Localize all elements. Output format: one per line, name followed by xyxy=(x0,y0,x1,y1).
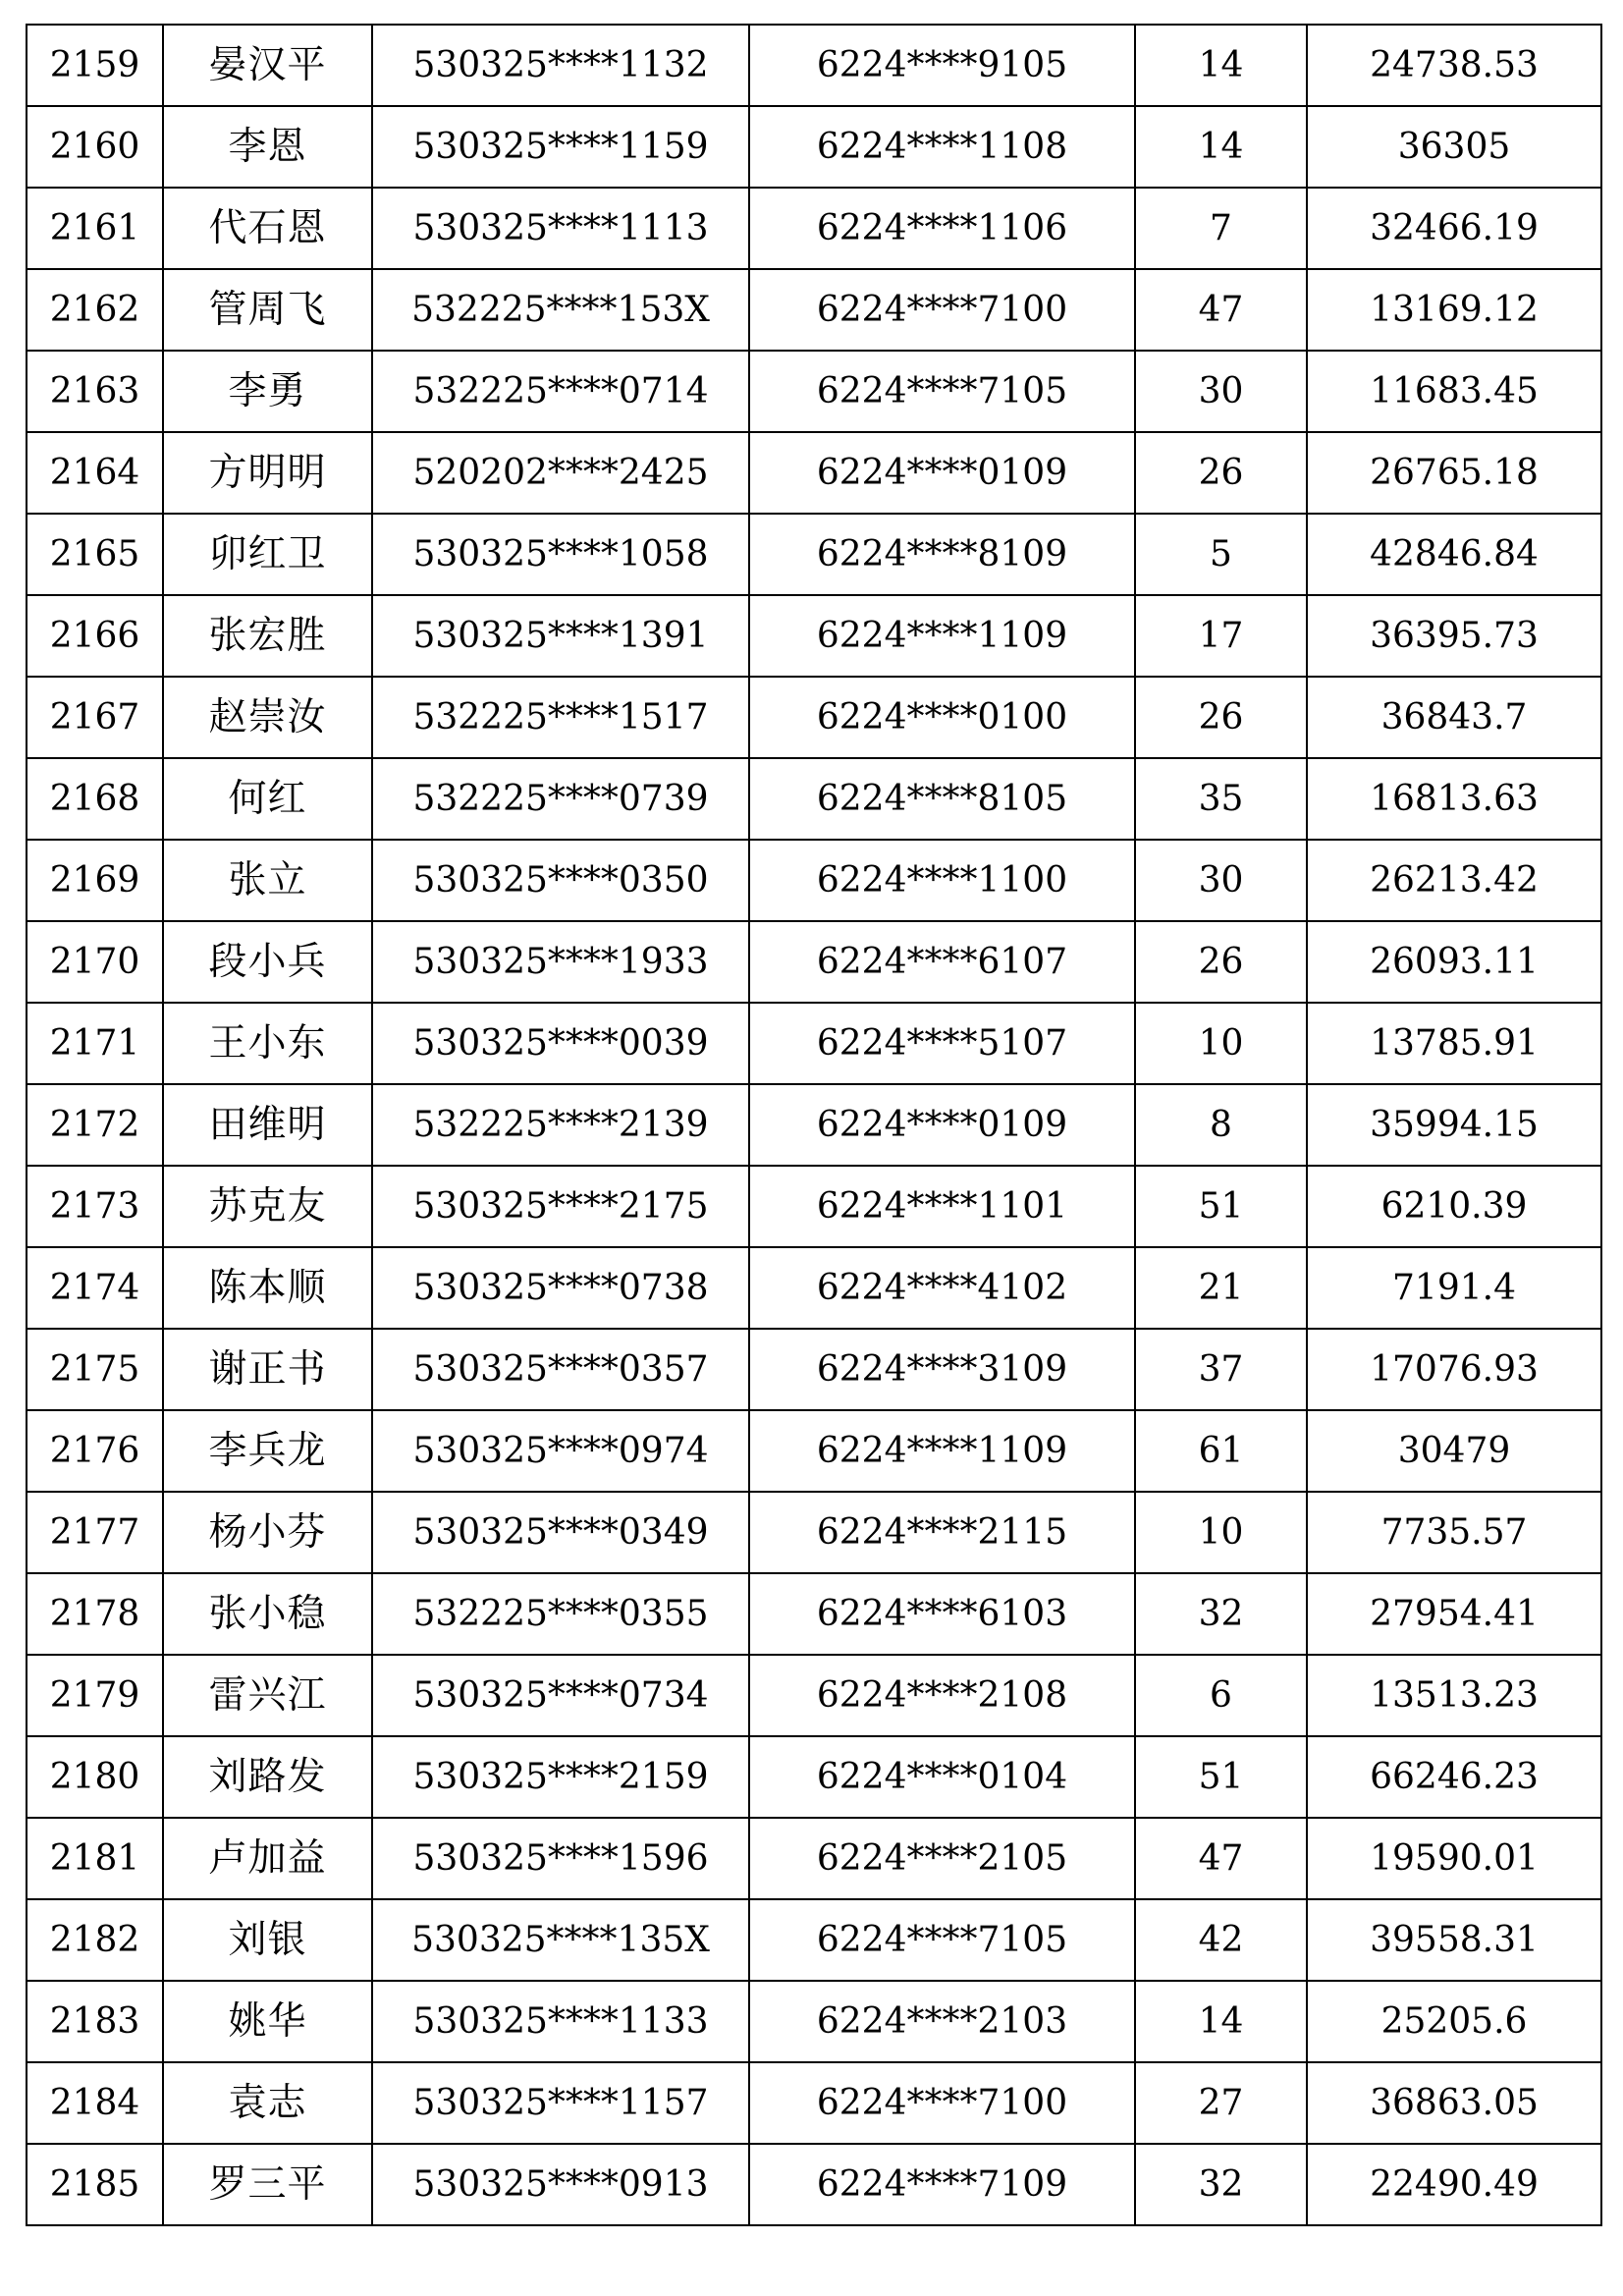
bank-card-cell: 6224****1108 xyxy=(749,106,1135,188)
id-number-cell: 530325****2159 xyxy=(372,1736,749,1818)
id-number-cell: 530325****0734 xyxy=(372,1655,749,1736)
row-number-cell: 2168 xyxy=(27,758,163,840)
id-number-cell: 530325****1933 xyxy=(372,921,749,1003)
name-cell: 晏汉平 xyxy=(163,25,372,106)
table-row xyxy=(27,758,1601,840)
bank-card-cell: 6224****2103 xyxy=(749,1981,1135,2062)
count-cell: 51 xyxy=(1135,1736,1307,1818)
table-row xyxy=(27,1573,1601,1655)
name-cell: 刘银 xyxy=(163,1899,372,1981)
bank-card-cell: 6224****7109 xyxy=(749,2144,1135,2225)
amount-cell: 26093.11 xyxy=(1307,921,1601,1003)
amount-cell: 22490.49 xyxy=(1307,2144,1601,2225)
table-row xyxy=(27,840,1601,921)
count-cell: 42 xyxy=(1135,1899,1307,1981)
count-cell: 26 xyxy=(1135,677,1307,758)
row-number-cell: 2174 xyxy=(27,1247,163,1329)
table-row xyxy=(27,1736,1601,1818)
bank-card-cell: 6224****0109 xyxy=(749,432,1135,514)
count-cell: 30 xyxy=(1135,840,1307,921)
count-cell: 32 xyxy=(1135,1573,1307,1655)
count-cell: 27 xyxy=(1135,2062,1307,2144)
id-number-cell: 530325****1058 xyxy=(372,514,749,595)
amount-cell: 13785.91 xyxy=(1307,1003,1601,1084)
id-number-cell: 532225****1517 xyxy=(372,677,749,758)
count-cell: 5 xyxy=(1135,514,1307,595)
name-cell: 谢正书 xyxy=(163,1329,372,1410)
row-number-cell: 2161 xyxy=(27,188,163,269)
row-number-cell: 2182 xyxy=(27,1899,163,1981)
count-cell: 35 xyxy=(1135,758,1307,840)
bank-card-cell: 6224****7100 xyxy=(749,2062,1135,2144)
amount-cell: 66246.23 xyxy=(1307,1736,1601,1818)
amount-cell: 42846.84 xyxy=(1307,514,1601,595)
name-cell: 袁志 xyxy=(163,2062,372,2144)
name-cell: 刘路发 xyxy=(163,1736,372,1818)
name-cell: 田维明 xyxy=(163,1084,372,1166)
table-row xyxy=(27,514,1601,595)
id-number-cell: 530325****0974 xyxy=(372,1410,749,1492)
name-cell: 李勇 xyxy=(163,351,372,432)
id-number-cell: 530325****1132 xyxy=(372,25,749,106)
id-number-cell: 530325****0039 xyxy=(372,1003,749,1084)
name-cell: 赵崇汝 xyxy=(163,677,372,758)
bank-card-cell: 6224****1106 xyxy=(749,188,1135,269)
table-row xyxy=(27,188,1601,269)
id-number-cell: 532225****0714 xyxy=(372,351,749,432)
amount-cell: 30479 xyxy=(1307,1410,1601,1492)
bank-card-cell: 6224****8105 xyxy=(749,758,1135,840)
row-number-cell: 2185 xyxy=(27,2144,163,2225)
count-cell: 14 xyxy=(1135,106,1307,188)
name-cell: 张宏胜 xyxy=(163,595,372,677)
table-row xyxy=(27,921,1601,1003)
count-cell: 37 xyxy=(1135,1329,1307,1410)
name-cell: 卯红卫 xyxy=(163,514,372,595)
name-cell: 姚华 xyxy=(163,1981,372,2062)
bank-card-cell: 6224****0100 xyxy=(749,677,1135,758)
table-row xyxy=(27,1492,1601,1573)
id-number-cell: 532225****0739 xyxy=(372,758,749,840)
row-number-cell: 2167 xyxy=(27,677,163,758)
id-number-cell: 530325****2175 xyxy=(372,1166,749,1247)
count-cell: 26 xyxy=(1135,432,1307,514)
row-number-cell: 2180 xyxy=(27,1736,163,1818)
count-cell: 61 xyxy=(1135,1410,1307,1492)
name-cell: 王小东 xyxy=(163,1003,372,1084)
row-number-cell: 2166 xyxy=(27,595,163,677)
id-number-cell: 530325****1157 xyxy=(372,2062,749,2144)
id-number-cell: 530325****0350 xyxy=(372,840,749,921)
amount-cell: 19590.01 xyxy=(1307,1818,1601,1899)
name-cell: 李恩 xyxy=(163,106,372,188)
bank-card-cell: 6224****7105 xyxy=(749,1899,1135,1981)
amount-cell: 16813.63 xyxy=(1307,758,1601,840)
row-number-cell: 2165 xyxy=(27,514,163,595)
row-number-cell: 2164 xyxy=(27,432,163,514)
amount-cell: 6210.39 xyxy=(1307,1166,1601,1247)
bank-card-cell: 6224****6107 xyxy=(749,921,1135,1003)
count-cell: 14 xyxy=(1135,25,1307,106)
table-row xyxy=(27,677,1601,758)
table-row xyxy=(27,2144,1601,2225)
count-cell: 17 xyxy=(1135,595,1307,677)
name-cell: 何红 xyxy=(163,758,372,840)
row-number-cell: 2163 xyxy=(27,351,163,432)
row-number-cell: 2169 xyxy=(27,840,163,921)
bank-card-cell: 6224****4102 xyxy=(749,1247,1135,1329)
table-row xyxy=(27,1899,1601,1981)
id-number-cell: 530325****1159 xyxy=(372,106,749,188)
count-cell: 51 xyxy=(1135,1166,1307,1247)
name-cell: 张小稳 xyxy=(163,1573,372,1655)
row-number-cell: 2183 xyxy=(27,1981,163,2062)
amount-cell: 36305 xyxy=(1307,106,1601,188)
table-row xyxy=(27,1329,1601,1410)
count-cell: 47 xyxy=(1135,1818,1307,1899)
count-cell: 14 xyxy=(1135,1981,1307,2062)
name-cell: 张立 xyxy=(163,840,372,921)
table-row xyxy=(27,2062,1601,2144)
amount-cell: 25205.6 xyxy=(1307,1981,1601,2062)
bank-card-cell: 6224****1101 xyxy=(749,1166,1135,1247)
id-number-cell: 530325****1113 xyxy=(372,188,749,269)
count-cell: 6 xyxy=(1135,1655,1307,1736)
amount-cell: 36395.73 xyxy=(1307,595,1601,677)
amount-cell: 26765.18 xyxy=(1307,432,1601,514)
count-cell: 26 xyxy=(1135,921,1307,1003)
count-cell: 10 xyxy=(1135,1492,1307,1573)
amount-cell: 13513.23 xyxy=(1307,1655,1601,1736)
count-cell: 47 xyxy=(1135,269,1307,351)
amount-cell: 26213.42 xyxy=(1307,840,1601,921)
table-row xyxy=(27,1003,1601,1084)
id-number-cell: 530325****1596 xyxy=(372,1818,749,1899)
table-row xyxy=(27,351,1601,432)
row-number-cell: 2177 xyxy=(27,1492,163,1573)
name-cell: 杨小芬 xyxy=(163,1492,372,1573)
bank-card-cell: 6224****0109 xyxy=(749,1084,1135,1166)
id-number-cell: 530325****1391 xyxy=(372,595,749,677)
table-row xyxy=(27,106,1601,188)
row-number-cell: 2178 xyxy=(27,1573,163,1655)
id-number-cell: 530325****1133 xyxy=(372,1981,749,2062)
amount-cell: 35994.15 xyxy=(1307,1084,1601,1166)
bank-card-cell: 6224****1100 xyxy=(749,840,1135,921)
bank-card-cell: 6224****5107 xyxy=(749,1003,1135,1084)
amount-cell: 27954.41 xyxy=(1307,1573,1601,1655)
table-row xyxy=(27,1166,1601,1247)
amount-cell: 36843.7 xyxy=(1307,677,1601,758)
bank-card-cell: 6224****1109 xyxy=(749,1410,1135,1492)
name-cell: 管周飞 xyxy=(163,269,372,351)
table-row xyxy=(27,1818,1601,1899)
table-row xyxy=(27,1084,1601,1166)
name-cell: 苏克友 xyxy=(163,1166,372,1247)
name-cell: 方明明 xyxy=(163,432,372,514)
count-cell: 7 xyxy=(1135,188,1307,269)
count-cell: 10 xyxy=(1135,1003,1307,1084)
id-number-cell: 530325****135X xyxy=(372,1899,749,1981)
count-cell: 8 xyxy=(1135,1084,1307,1166)
id-number-cell: 530325****0913 xyxy=(372,2144,749,2225)
table-row xyxy=(27,1981,1601,2062)
row-number-cell: 2176 xyxy=(27,1410,163,1492)
amount-cell: 7735.57 xyxy=(1307,1492,1601,1573)
bank-card-cell: 6224****3109 xyxy=(749,1329,1135,1410)
bank-card-cell: 6224****1109 xyxy=(749,595,1135,677)
name-cell: 雷兴江 xyxy=(163,1655,372,1736)
id-number-cell: 530325****0357 xyxy=(372,1329,749,1410)
row-number-cell: 2171 xyxy=(27,1003,163,1084)
bank-card-cell: 6224****7105 xyxy=(749,351,1135,432)
row-number-cell: 2184 xyxy=(27,2062,163,2144)
table-row xyxy=(27,432,1601,514)
table-row xyxy=(27,1655,1601,1736)
row-number-cell: 2160 xyxy=(27,106,163,188)
row-number-cell: 2162 xyxy=(27,269,163,351)
id-number-cell: 532225****153X xyxy=(372,269,749,351)
bank-card-cell: 6224****0104 xyxy=(749,1736,1135,1818)
bank-card-cell: 6224****7100 xyxy=(749,269,1135,351)
amount-cell: 11683.45 xyxy=(1307,351,1601,432)
amount-cell: 7191.4 xyxy=(1307,1247,1601,1329)
amount-cell: 17076.93 xyxy=(1307,1329,1601,1410)
row-number-cell: 2159 xyxy=(27,25,163,106)
name-cell: 陈本顺 xyxy=(163,1247,372,1329)
bank-card-cell: 6224****2108 xyxy=(749,1655,1135,1736)
name-cell: 段小兵 xyxy=(163,921,372,1003)
bank-card-cell: 6224****6103 xyxy=(749,1573,1135,1655)
table-row xyxy=(27,1247,1601,1329)
row-number-cell: 2175 xyxy=(27,1329,163,1410)
id-number-cell: 530325****0349 xyxy=(372,1492,749,1573)
table-row xyxy=(27,595,1601,677)
amount-cell: 36863.05 xyxy=(1307,2062,1601,2144)
table-row xyxy=(27,269,1601,351)
bank-card-cell: 6224****9105 xyxy=(749,25,1135,106)
count-cell: 30 xyxy=(1135,351,1307,432)
row-number-cell: 2179 xyxy=(27,1655,163,1736)
table-body xyxy=(27,25,1601,2225)
count-cell: 32 xyxy=(1135,2144,1307,2225)
amount-cell: 32466.19 xyxy=(1307,188,1601,269)
count-cell: 21 xyxy=(1135,1247,1307,1329)
amount-cell: 24738.53 xyxy=(1307,25,1601,106)
bank-card-cell: 6224****2105 xyxy=(749,1818,1135,1899)
id-number-cell: 530325****0738 xyxy=(372,1247,749,1329)
row-number-cell: 2181 xyxy=(27,1818,163,1899)
table-row xyxy=(27,25,1601,106)
bank-card-cell: 6224****8109 xyxy=(749,514,1135,595)
id-number-cell: 532225****2139 xyxy=(372,1084,749,1166)
amount-cell: 13169.12 xyxy=(1307,269,1601,351)
name-cell: 罗三平 xyxy=(163,2144,372,2225)
bank-card-cell: 6224****2115 xyxy=(749,1492,1135,1573)
name-cell: 卢加益 xyxy=(163,1818,372,1899)
name-cell: 李兵龙 xyxy=(163,1410,372,1492)
row-number-cell: 2173 xyxy=(27,1166,163,1247)
data-table xyxy=(26,24,1602,2226)
name-cell: 代石恩 xyxy=(163,188,372,269)
id-number-cell: 520202****2425 xyxy=(372,432,749,514)
amount-cell: 39558.31 xyxy=(1307,1899,1601,1981)
row-number-cell: 2172 xyxy=(27,1084,163,1166)
id-number-cell: 532225****0355 xyxy=(372,1573,749,1655)
table-row xyxy=(27,1410,1601,1492)
row-number-cell: 2170 xyxy=(27,921,163,1003)
